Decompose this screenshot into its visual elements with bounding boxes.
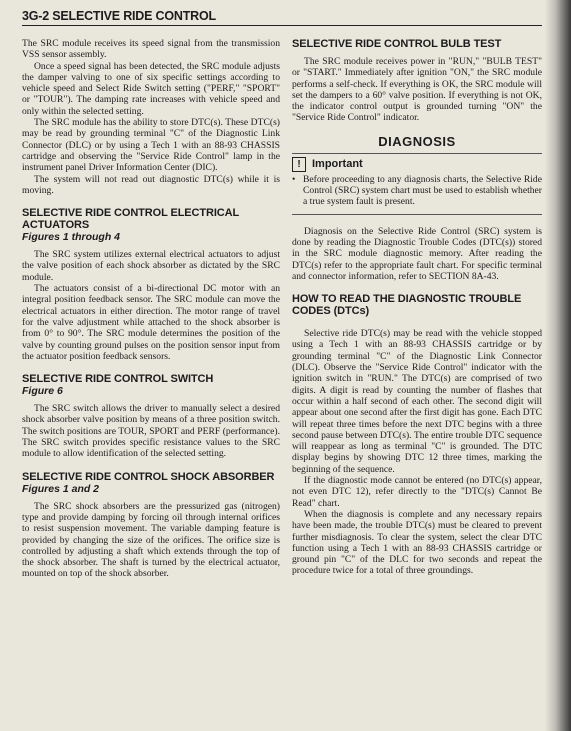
intro-paragraph: The SRC module has the ability to store DTC(s). These DTC(s) may be read by grounding terminal "C" of the Diagnostic Link Connector (DLC) or by using a Tech 1 with an 88-93 CHASSIS cartridge and observing the "Service Ride Control" lamp in the instrument panel Driver Information Center (DIC).: [22, 117, 280, 174]
important-label: Important: [312, 158, 363, 171]
body-paragraph: Diagnosis on the Selective Ride Control (SRC) system is done by reading the Diagnostic Trouble Codes (DTC(s)) stored in the SRC module diagnostic memory. After reading the DTC(s) refer to the appropriate fault chart. For specific terminal and connector information, refer to SECTION 8A-43.: [292, 225, 542, 282]
section-heading-bulb-test: SELECTIVE RIDE CONTROL BULB TEST: [292, 38, 502, 50]
important-callout: [292, 153, 542, 172]
section-heading-shock-absorber: SELECTIVE RIDE CONTROL SHOCK ABSORBER: [22, 470, 275, 483]
intro-paragraph: The SRC module receives its speed signal from the transmission VSS sensor assembly.: [22, 38, 280, 61]
section-subheading-switch: Figure 6: [22, 385, 63, 398]
body-paragraph: The SRC switch allows the driver to manually select a desired shock absorber valve position by means of a three position switch. The switch positions are TOUR, SPORT and PERF (performance). The SRC switch provides specific resistance values to the SRC module to allow identification of the selected setting.: [22, 403, 280, 460]
important-bullet: [292, 174, 542, 208]
body-paragraph: If the diagnostic mode cannot be entered (no DTC(s) appear, not even DTC 12), refer directly to the "DTC(s) Cannot Be Read" chart.: [292, 475, 542, 509]
body-paragraph: The SRC shock absorbers are the pressurized gas (nitrogen) type and provide damping by forcing oil through internal orifices to resist suspension movement. The variable damping feature is provided by changing the size of the orifices. The orifice size is controlled by adjusting a shaft which extends through the top of the shock absorber. The shaft is turned by the electrical actuator, mounted on top of the shock absorber.: [22, 500, 280, 580]
important-bullet-text: Before proceeding to any diagnosis charts, the Selective Ride Control (SRC) system chart must be used to establish whether a true system fault is present.: [303, 173, 542, 208]
exclamation-icon: !: [292, 157, 306, 172]
diagnosis-heading: DIAGNOSIS: [378, 133, 456, 149]
left-column: [22, 38, 280, 580]
body-paragraph: The SRC system utilizes external electrical actuators to adjust the valve position of each shock absorber as dictated by the SRC module.: [22, 249, 280, 283]
section-subheading-actuators: Figures 1 through 4: [22, 231, 121, 244]
body-paragraph: Selective ride DTC(s) may be read with the vehicle stopped using a Tech 1 with an 88-93 CHASSIS cartridge or by grounding terminal "C" of the Diagnostic Link Connector (DLC). Observe the "Service Ride Control" indicator with the ignition switch in "RUN." The DTC(s) are comprised of two digits. A digit is read by counting the number of flashes that occur within a half second of each other. The second digit will appear about one second after the first digit has gone. Each DTC will repeat three times before the next DTC begins with a three second pause between DTC(s). The entire trouble DTC sequence will reappear as long as terminal "C" is grounded. The DTC display begins by showing DTC 12 three times, marking the beginning of the sequence.: [292, 328, 542, 475]
body-paragraph: The actuators consist of a bi-directional DC motor with an integral position feedback sensor. The SRC module can move the electrical actuators in either direction. The motor range of travel for the valve adjustment while attached to the shock absorber is from 0° to 90°. The SRC module determines the position of the valve by counting ground pulses on the position sensor input from the actuator position feedback sensors.: [22, 283, 280, 362]
body-paragraph: When the diagnosis is complete and any necessary repairs have been made, the trouble DTC(s) must be cleared to prevent further misdiagnosis. To clear the system, select the clear DTC function using a Tech 1 with an 88-93 CHASSIS cartridge or ground pin "C" of the DLC for two seconds and repeat the procedure twice for a total of three groundings.: [292, 508, 542, 577]
body-paragraph: The SRC module receives power in "RUN," "BULB TEST" or "START." Immediately after ignition "ON," the SRC module performs a self-check. If everything is OK, the SRC module will set the dampers to a 60° valve position. If everything is not OK, the indicator control output is grounded turning "ON" the "Service Ride Control" indicator.: [292, 56, 542, 124]
intro-paragraph: Once a speed signal has been detected, the SRC module adjusts the damper valving to one of six specific settings according to vehicle speed and Select Ride Switch setting ("PERF," "SPORT" or "TOUR"). The damping rate increases with vehicle speed and only within the selected setting.: [22, 60, 280, 117]
section-heading-read-dtcs: HOW TO READ THE DIAGNOSTIC TROUBLE CODES (DTCs): [292, 293, 522, 318]
running-head: 3G-2 SELECTIVE RIDE CONTROL: [22, 9, 542, 26]
section-heading-switch: SELECTIVE RIDE CONTROL SWITCH: [22, 373, 214, 386]
section-subheading-shock-absorber: Figures 1 and 2: [22, 482, 100, 495]
intro-paragraph: The system will not read out diagnostic DTC(s) while it is moving.: [22, 173, 280, 196]
page-binding-shadow: [545, 0, 571, 731]
bullet-icon: •: [292, 173, 296, 185]
right-column: [292, 38, 542, 577]
section-heading-actuators: SELECTIVE RIDE CONTROL ELECTRICAL ACTUATORS: [22, 207, 239, 232]
